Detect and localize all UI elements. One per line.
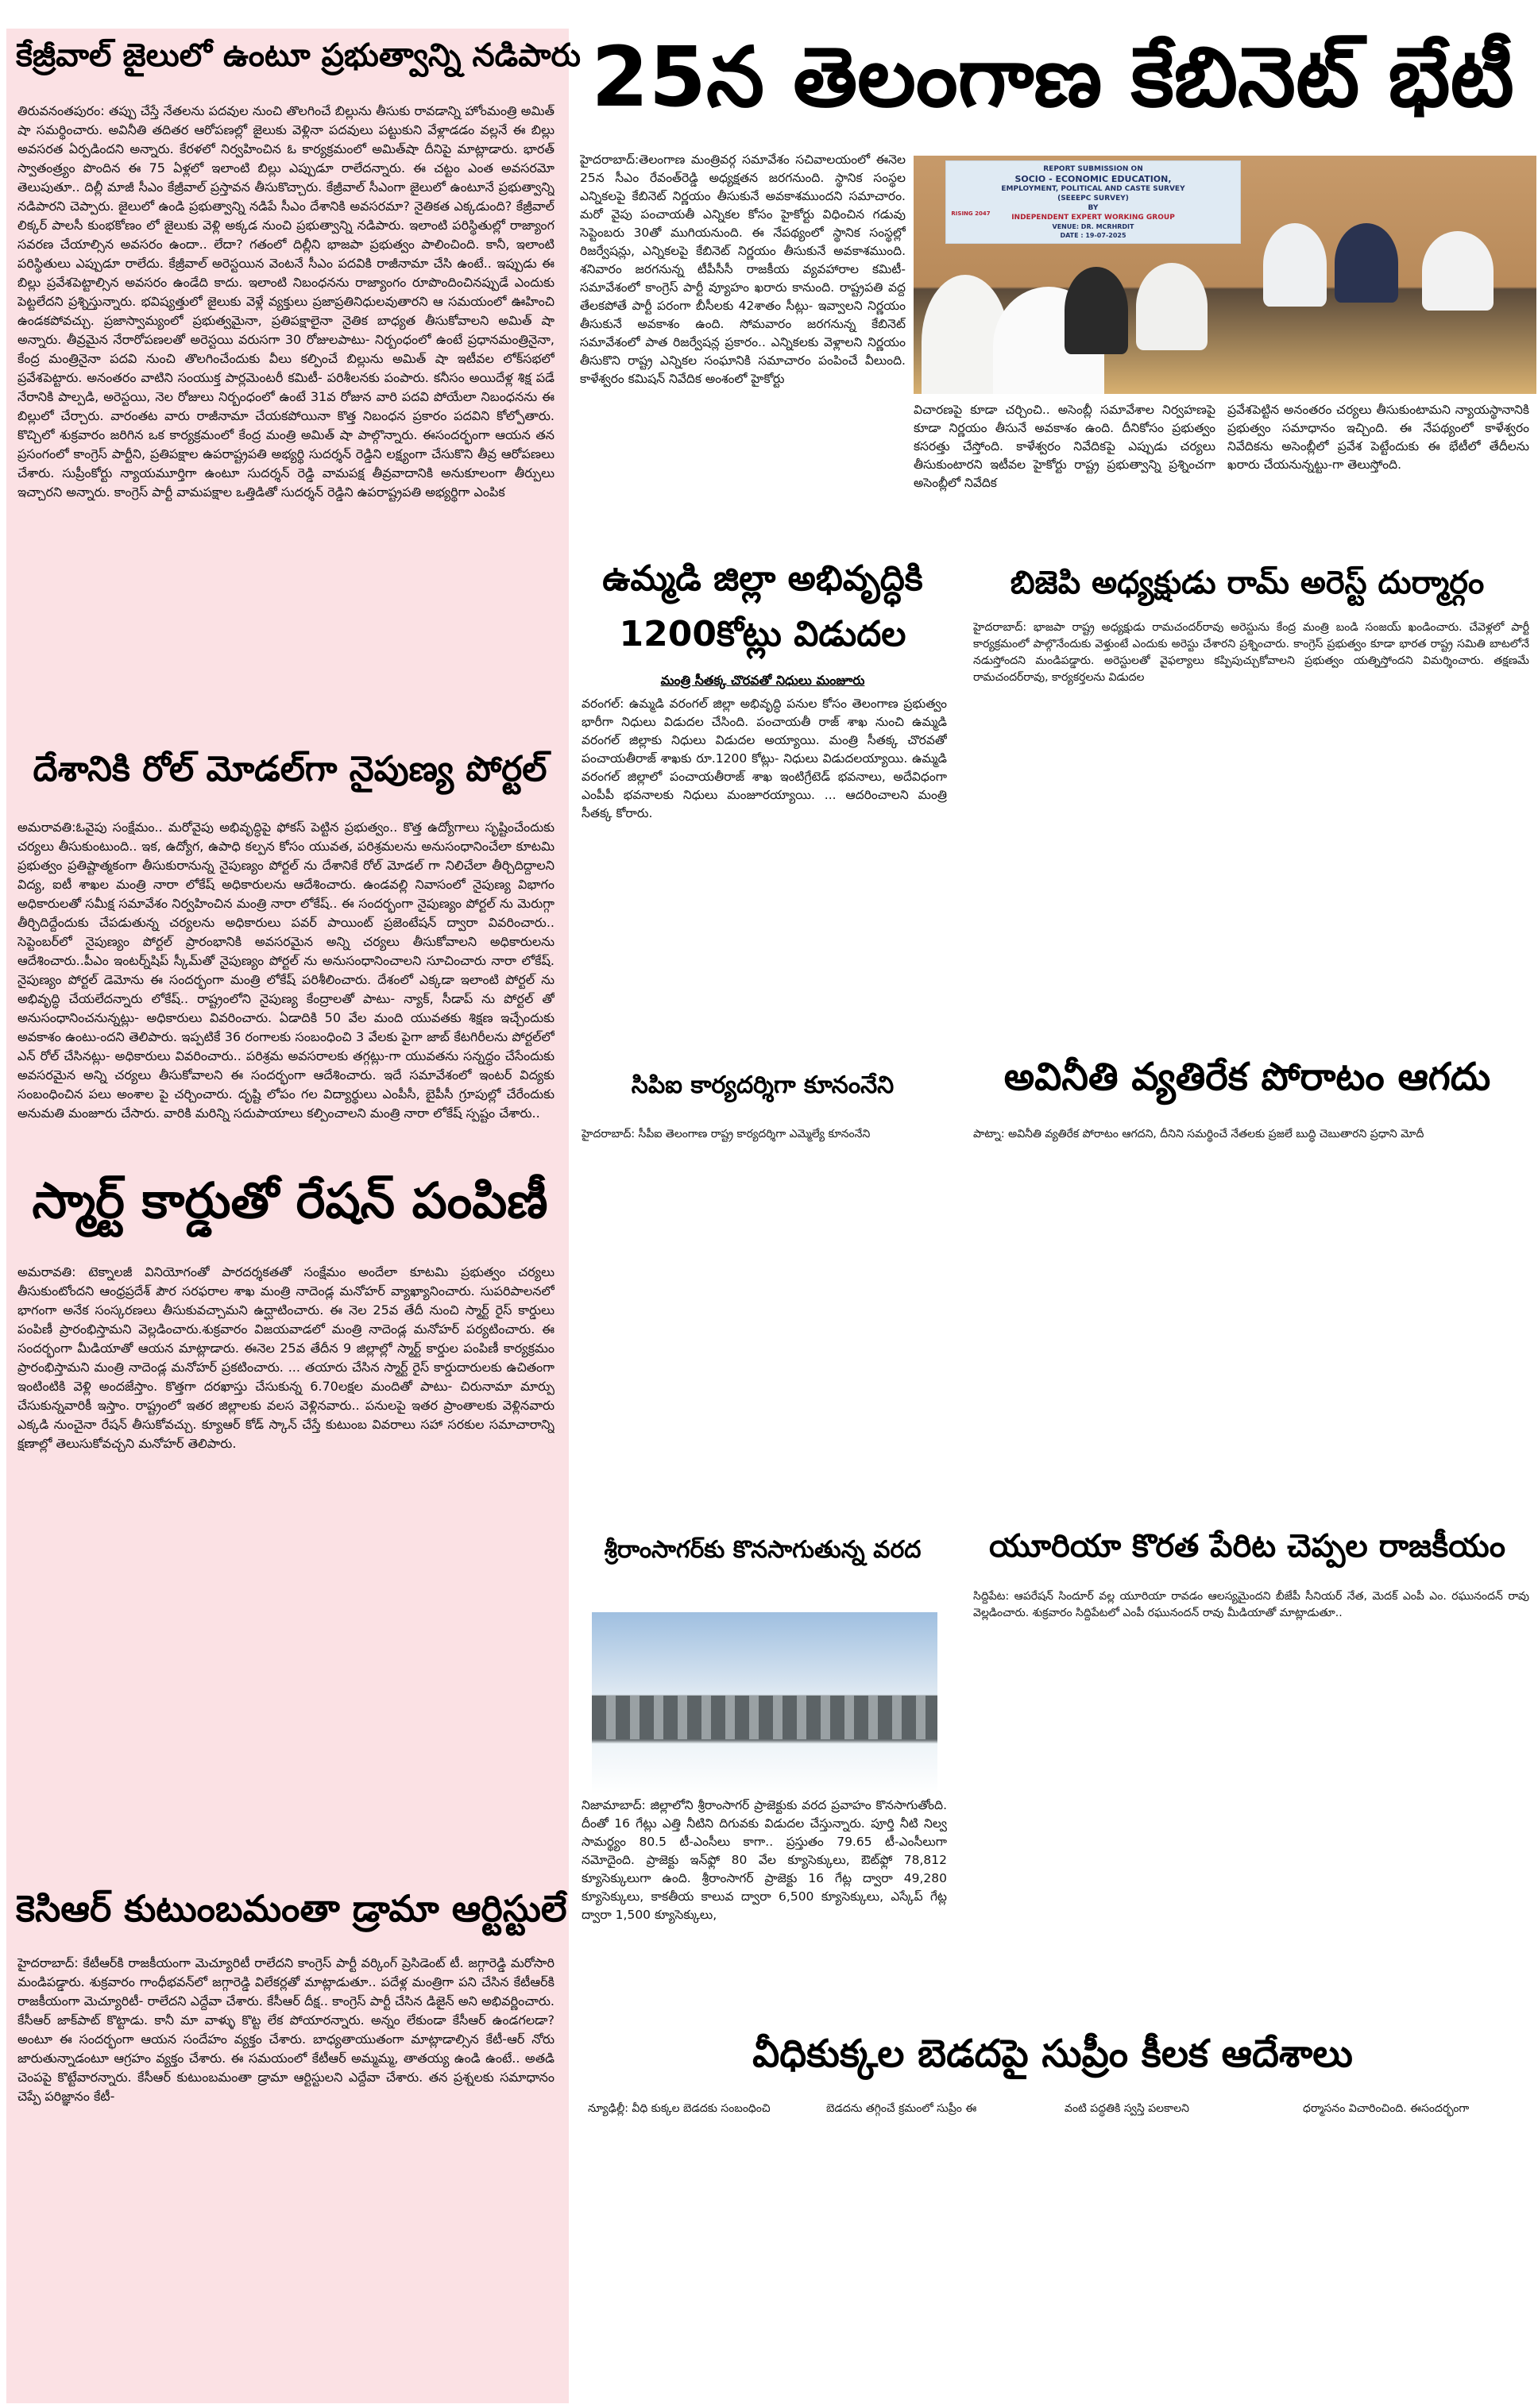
article-body-ration: అమరావతి: టెక్నాలజీ వినియోగంతో పారదర్శకతతో సంక్షేమం అందేలా కూటమి ప్రభుత్వం చర్యలు తీసుకుంటోందని ఆంధ్రప్రదేశ్ పౌర సరఫరాల శాఖ మంత్రి నాదెండ్ల మనోహర్ వ్యాఖ్యానించారు. సుపరిపాలనలో భాగంగా అనేక సంస్కరణలు తీసుకువచ్చామని ఉద్ఘాటించారు. ఈ నెల 25వ తేదీ నుంచి స్మార్ట్ రైస్ కార్డులు పంపిణీ ప్రారంభిస్తామని వెల్లడించారు.శుక్రవారం విజయవాడలో మంత్రి నాదెండ్ల మనోహర్ పర్యటించారు. ఈ సందర్భంగా మీడియాతో ఆయన మాట్లాడారు. ఈనెల 25వ తేదీన 9 జిల్లాల్లో స్మార్ట్ కార్డుల పంపిణీ కార్యక్రమం ప్రారంభిస్తామని మంత్రి నాదెండ్ల మనోహర్ ప్రకటించారు. ... తయారు చేసిన స్మార్ట్ రైస్ కార్డుదారులకు ఉచితంగా ఇంటింటికి వెళ్లి అందజేస్తాం. కొత్తగా దరఖాస్తు చేసుకున్న 6.70లక్షల మందితో పాటు- చిరునామా మార్పు చేసుకున్నవారికీ ఇస్తాం. రాష్ట్రంలో ఇతర జిల్లాలకు వలస వెళ్లినవారు.. పనులపై ఇతర ప్రాంతాలకు వెళ్లినవారు ఎక్కడి నుంచైనా రేషన్ తీసుకోవచ్చు. క్యూఆర్ కోడ్ స్కాన్ చేస్తే కుటుంబ వివరాలు సహా సరకుల సమాచారాన్ని క్షణాల్లో తెలుసుకోవచ్చని మనోహర్ తెలిపారు. <box>17 1264 555 1451</box>
subheadline-ummadi: మంత్రి సీతక్క చొరవతో నిధులు మంజూరు <box>660 673 865 688</box>
article-body-cabinet-col2: విచారణపై కూడా చర్చించి.. అసెంబ్లీ సమావేశాల నిర్వహణపై కూడా నిర్ణయం తీసునే అవకాశం ఉంది. దీనికోసం ప్రభుత్వం కసరత్తు చేస్తోంది. కాళేశ్వరం నివేదికపై ఎప్పుడు చర్యలు తీసుకుంటారని ఇటీవల హైకోర్టు రాష్ట్ర ప్రభుత్వాన్ని ప్రశ్నించగా అసెంబ్లీలో నివేదిక <box>914 403 1215 490</box>
headline-ration: స్మార్ట్ కార్డుతో రేషన్ పంపిణీ <box>32 1171 548 1229</box>
article-body-kcr: హైదరాబాద్: కేటీఆర్‌కి రాజకీయంగా మెచ్యూరిటీ రాలేదని కాంగ్రెస్ పార్టీ వర్కింగ్ ప్రెసిడెంట్ టీ. జగ్గారెడ్డి మరోసారి మండిపడ్డారు. శుక్రవారం గాంధీభవన్‌లో జగ్గారెడ్డి విలేకర్లతో మాట్లాడుతూ.. పదేళ్ల మంత్రిగా పని చేసిన కేటీఆర్‌కి రాజకీయంగా మెచ్యూరిటీ- రాలేదని ఎద్దేవా చేశారు. కేసీఆర్ దీక్ష.. కాంగ్రెస్ పార్టీ చేసిన డిజైన్ అని అభివర్ణించారు. కేసీఆర్ జాక్‌పాట్ కొట్టాడు. కానీ మా వాళ్ళు కొట్ట లేక పోయారన్నారు. అన్నం లేకుండా కేసీఆర్ ఉండగలడా? అంటూ ఈ సందర్భంగా ఆయన సందేహం వ్యక్తం చేశారు. బాధ్యతాయుతంగా మాట్లాడాల్సిన కేటీ-ఆర్ నోరు జారుతున్నాడంటూ ఆగ్రహం వ్యక్తం చేశారు. ఈ సమయంలో కేటీఆర్ అమ్మమ్మ, తాతయ్య ఉండి ఉంటే.. అతడి చెంపపై కొట్టేవారన్నారు. కేసీఆర్ కుటుంబమంతా డ్రామా ఆర్టిస్టులని ఎద్దేవా చేశారు. తన ప్రశ్నలకు సమాధానం చెప్పే పరిజ్ఞానం కేటీ- <box>17 1955 555 2104</box>
main-headline-cabinet: 25న తెలంగాణ కేబినెట్ భేటీ <box>591 29 1514 125</box>
article-body-dogs-col3: వంటి పద్ధతికి స్వస్తి పలకాలని <box>1065 2102 1189 2115</box>
photo-person <box>1422 231 1494 311</box>
headline-cpi: సిపిఐ కార్యదర్శిగా కూనంనేని <box>631 1071 895 1099</box>
dam-gates-photo <box>592 1612 937 1795</box>
article-body-sriramsagar: నిజామాబాద్: జిల్లాలోని శ్రీరాంసాగర్ ప్రాజెక్టుకు వరద ప్రవాహం కొనసాగుతోంది. దీంతో 16 గేట్లు ఎత్తి నీటిని దిగువకు విడుదల చేస్తున్నారు. పూర్తి నీటి నిల్వ సామర్థ్యం 80.5 టీ-ఎంసీలు కాగా.. ప్రస్తుతం 79.65 టీ-ఎంసీలుగా నమోదైంది. ప్రాజెక్టు ఇన్‌ఫ్లో 80 వేల క్యూసెక్కులు, ఔట్‌ఫ్లో 78,812 క్యూసెక్కులుగా ఉంది. శ్రీరాంసాగర్ ప్రాజెక్టు 16 గేట్ల ద్వారా 49,280 క్యూసెక్కులు, కాకతీయ కాలువ ద్వారా 6,500 క్యూసెక్కులు, ఎస్కేప్ గేట్ల ద్వారా 1,500 క్యూసెక్కులు, <box>582 1798 947 1922</box>
headline-stray-dogs: వీధికుక్కల బెడదపై సుప్రీం కీలక ఆదేశాలు <box>752 2032 1353 2076</box>
photo-person <box>1136 263 1208 350</box>
headline-naipunya: దేశానికి రోల్ మోడల్‌గా నైపుణ్య పోర్టల్ <box>33 749 547 789</box>
banner-text: (SEEEPC SURVEY) <box>1057 195 1129 203</box>
article-body-naipunya: అమరావతి:ఓవైపు సంక్షేమం.. మరోవైపు అభివృద్ధిపై ఫోకస్ పెట్టిన ప్రభుత్వం.. కొత్త ఉద్యోగాలు సృష్టించేందుకు చర్యలు తీసుకుంటుంది.. ఇక, ఉద్యోగ, ఉపాధి కల్పన కోసం యువత, పరిశ్రమలను అనుసంధానించేలా కూటమి ప్రభుత్వం ప్రతిష్టాత్మకంగా తీసుకురానున్న నైపుణ్యం పోర్టల్ ను దేశానికే రోల్ మోడల్ గా నిలిచేలా తీర్చిదిద్దాలని విద్య, ఐటీ శాఖల మంత్రి నారా లోకేష్ అధికారులను ఆదేశించారు. ఉండవల్లి నివాసంలో నైపుణ్య విభాగం అధికారులతో సమీక్ష సమావేశం నిర్వహించిన మంత్రి నారా లోకేష్.. ఈ సందర్భంగా నైపుణ్యం పోర్టల్ ను మెరుగ్గా తీర్చిదిద్దేందుకు చేపడుతున్న చర్యలను అధికారులు పవర్ పాయింట్ ప్రజెంటేషన్ ద్వారా వివరించారు.. సెప్టెంబర్‌లో నైపుణ్యం పోర్టల్ ప్రారంభానికి అవసరమైన అన్ని చర్యలు తీసుకోవాలని అధికారులను ఆదేశించారు..పీఎం ఇంటర్న్‌షిప్ స్కీమ్‌తో నైపుణ్యం పోర్టల్ ను అనుసంధానించాలని సూచించారు నారా లోకేష్. నైపుణ్యం పోర్టల్ డెమోను ఈ సందర్భంగా మంత్రి లోకేష్ పరిశీలించారు. దేశంలో ఎక్కడా ఇలాంటి పోర్టల్ ను అభివృద్ధి చేయలేదన్నారు లోకేష్.. రాష్ట్రంలోని నైపుణ్య కేంద్రాలతో పాటు- న్యాక్, సీడాప్ ను పోర్టల్ తో అనుసంధానించనున్నట్లు- అధికారులు వివరించారు. ఏడాదికి 50 వేల మంది యువతకు శిక్షణ ఇచ్చేందుకు అవకాశం ఉంటు-ందని తెలిపారు. ఇప్పటికే 36 రంగాలకు సంబంధించి 3 వేలకు పైగా జాబ్ కేటగిరీలను పోర్టల్‌లో ఎన్ రోల్ చేసినట్లు- అధికారులు వివరించారు.. పరిశ్రమ అవసరాలకు తగ్గట్లు-గా యువతను సన్నద్ధం చేసేందుకు అవసరమైన అన్ని చర్యలు తీసుకోవాలని ఈ సందర్భంగా ఆదేశించారు. ఇదే సమావేశంలో ఇంటర్ విద్యకు సంబంధించిన పలు అంశాల పై చర్చించారు. దృష్టి లోపం గల విద్యార్థులు ఎంపీసీ, బైపీసీ గ్రూపుల్లో చేరేందుకు అనుమతి మంజూరు చేసారు. వారికి మరిన్ని సదుపాయాలు కల్పించాలని మంత్రి నారా లోకేష్ స్పష్టం చేశారు.. <box>17 820 555 1121</box>
article-body-cpi: హైదరాబాద్: సీపీఐ తెలంగాణ రాష్ట్ర కార్యదర్శిగా ఎమ్మెల్యే కూనంనేని <box>582 1128 871 1140</box>
headline-sriramsagar: శ్రీరాంసాగర్‌కు కొనసాగుతున్న వరద <box>604 1536 922 1564</box>
headline-kcr: కెసిఆర్ కుటుంబమంతా డ్రామా ఆర్టిస్టులే <box>16 1887 567 1930</box>
banner-text: SOCIO - ECONOMIC EDUCATION, <box>1014 174 1172 184</box>
headline-kejriwal: కేజ్రీవాల్ జైలులో ఉంటూ ప్రభుత్వాన్ని నడిపారు <box>16 37 582 74</box>
article-body-dogs-col1: న్యూఢిల్లీ: వీధి కుక్కల బెడదకు సంబంధించి <box>588 2102 771 2115</box>
photo-banner <box>945 160 1241 244</box>
article-body-ummadi: వరంగల్: ఉమ్మడి వరంగల్ జిల్లా అభివృద్ధి పనుల కోసం తెలంగాణ ప్రభుత్వం భారీగా నిధులు విడుదల చేసింది. పంచాయతీ రాజ్ శాఖ నుంచి ఉమ్మడి వరంగల్ జిల్లాకు నిధులు విడుదల అయ్యాయి. మంత్రి సీతక్క చొరవతో పంచాయతీరాజ్ శాఖకు రూ.1200 కోట్లు- నిధులు విడుదలయ్యాయి. ఉమ్మడి వరంగల్ జిల్లాలో పంచాయతీరాజ్ శాఖ ఇంటిగ్రేటెడ్ భవనాలు, అదేవిధంగా ఎంపీపీ భవనాలకు నిధులు మంజూరయ్యాయి. ... ఆదరించాలని మంత్రి సీతక్క కోరారు. <box>582 697 947 820</box>
article-body-urea: సిద్దిపేట: ఆపరేషన్ సిందూర్ వల్ల యూరియా రావడం ఆలస్యమైందని బీజేపీ సీనియర్ నేత, మెదక్ ఎంపీ ఎం. రఘునందన్ రావు వెల్లడించారు. శుక్రవారం సిద్దిపేటలో ఎంపీ రఘునందన్ రావు మీడియాతో మాట్లాడుతూ.. <box>973 1590 1529 1619</box>
article-body-cabinet: హైదరాబాద్:తెలంగాణ మంత్రివర్గ సమావేశం సచివాలయంలో ఈనెల 25న సీఎం రేవంత్‌రెడ్డి అధ్యక్షతన జరగనుంది. స్థానిక సంస్థల ఎన్నికలపై కేబినెట్ నిర్ణయం తీసుకునే అవకాశముందని సమాచారం. మరో వైపు పంచాయతీ ఎన్నికల కోసం హైకోర్టు విధించిన గడువు సెప్టెంబరు 30తో ముగియనుంది. ఈ నేపథ్యంలో స్థానిక సంస్థల్లో రిజర్వేషన్లు, ఎన్నికలపై కేబినెట్ నిర్ణయం తీసుకునే అవకాశముంది. శనివారం జరగనున్న టీపీసీసీ రాజకీయ వ్యవహారాల కమిటీ- సమావేశంలో కాంగ్రెస్ పార్టీ వ్యూహం ఖరారు కానుంది. రాష్ట్రపతి వద్ద తేలకపోతే పార్టీ పరంగా బీసీలకు 42శాతం సీట్లు- ఇవ్వాలని నిర్ణయం తీసుకునే అవకాశం ఉంది. సోమవారం జరగనున్న కేబినెట్ సమావేశంలో పాత రిజర్వేషన్ల ప్రకారం.. ఎన్నికలకు వెళ్లాలని నిర్ణయం తీసుకొని రాష్ట్ర ఎన్నికల సంఘానికి సమాచారం పంపించే వీలుంది. కాళేశ్వరం కమిషన్ నివేదిక అంశంలో హైకోర్టు <box>580 152 906 386</box>
photo-person <box>1335 223 1398 303</box>
banner-text: VENUE: DR. MCRHRDIT <box>1052 223 1134 230</box>
headline-corruption: అవినీతి వ్యతిరేక పోరాటం ఆగదు <box>1003 1055 1491 1099</box>
article-body-kejriwal: తిరువనంతపురం: తప్పు చేస్తే నేతలను పదవుల నుంచి తొలగించే బిల్లును తీసుకు రావడాన్ని హోంమంత్రి అమిత్ షా సమర్థించారు. అవినీతి తదితర ఆరోపణల్లో జైలుకు వెళ్లినా పదవులు పట్టుకుని వేళ్లాడడం వల్లనే ఈ బిల్లు అవసరత ఏర్పడిందని అన్నారు. కేరళలో నిర్వహించిన ఓ కార్యక్రమంలో అమిత్‌షా దీనిపై మాట్లాడారు. భారత్ స్వాతంత్ర్యం పొందిన ఈ 75 ఏళ్లలో ఇలాంటి బిల్లు ఎప్పుడూ రాలేదన్నారు. ఈ చట్టం ఎంత అవసరమో తెలుపుతూ.. దిల్లీ మాజీ సీఎం కేజ్రీవాల్ ప్రస్తావన తీసుకొచ్చారు. కేజ్రీవాల్ సీఎంగా జైలులో ఉంటూనే ప్రభుత్వాన్ని నడిపారని చెప్పారు. జైలులో ఉండి ప్రభుత్వాన్ని నడిపే సీఎం దేశానికి అవసరమా? నైతికత ఎక్కడుంది? కేజ్రీవాల్ లిక్కర్ పాలసీ కుంభకోణం లో జైలుకు వెళ్లి అక్కడ నుంచి ప్రభుత్వాన్ని నడిపారు. ఇలాంటి పరిస్థితుల్లో రాజ్యాంగ సవరణ చేయాల్సిన అవసరం ఉందా.. లేదా? గతంలో దిల్లీని భాజపా ప్రభుత్వం పాలించింది. కానీ, ఇలాంటి పరిస్థితులు ఎప్పుడూ రాలేదు. కేజ్రీవాల్ అరెస్టయిన వెంటనే సీఎం పదవికి రాజీనామా చేసి ఉంటే.. ఇప్పుడు ఈ బిల్లు ప్రవేశపెట్టాల్సిన అవసరం ఉండేది కాదు. ఇలాంటి నిబంధనను రాజ్యాంగం రూపొందించినప్పుడే ఎందుకు పెట్టలేదని ప్రశ్నిస్తున్నారు. భవిష్యత్తులో జైలుకు వెళ్లే వ్యక్తులు ప్రజాప్రతినిధులవుతారని ఆ సమయంలో ఊహించి ఉండకపోవచ్చు. ప్రజాస్వామ్యంలో ప్రభుత్వమైనా, ప్రతిపక్షాలైనా నైతిక బాధ్యత తీసుకోవాలని అమిత్ షా అన్నారు. తీవ్రమైన నేరారోపణలతో అరెస్టయి వరుసగా 30 రోజులపాటు- నిర్బంధంలో ఉంటే ప్రధానమంత్రినైనా, కేంద్ర మంత్రినైనా పదవి నుంచి తొలగించేందుకు వీలు కల్పించే బిల్లును అమిత్ షా ఇటీవల లోక్‌సభలో ప్రవేశపెట్టారు. అనంతరం వాటిని సంయుక్త పార్లమెంటరీ కమిటీ- పరిశీలనకు పంపారు. కనీసం అయిదేళ్ల శిక్ష పడే నేరానికి పాల్పడి, అరెస్టయి, నెల రోజులు నిర్బంధంలో ఉంటే 31వ రోజున వారి పదవి పోయేలా నిబంధనను ఈ బిల్లులో చేర్చారు. వారంతట వారు రాజీనామా చేయకపోయినా కొత్త నిబంధన ప్రకారం పదవిని కోల్పోతారు. కొచ్చిలో శుక్రవారం జరిగిన ఒక కార్యక్రమంలో కేంద్ర మంత్రి అమిత్ షా పాల్గొన్నారు. ఈసందర్భంగా ఆయన తన ప్రసంగంలో కాంగ్రెస్ పార్టీని, ప్రతిపక్షాల ఉపరాష్ట్రపతి అభ్యర్థి సుదర్శన్ రెడ్డిని లక్ష్యంగా చేసుకొని తీవ్ర ఆరోపణలు చేశారు. సుప్రీంకోర్టు న్యాయమూర్తిగా ఉంటూ సుదర్శన్ రెడ్డి వామపక్ష తీవ్రవాదానికి అనుకూలంగా తీర్పులు ఇచ్చారని అన్నారు. కాంగ్రెస్ పార్టీ వామపక్షాల ఒత్తిడితో సుదర్శన్ రెడ్డిని ఉపరాష్ట్రపతి అభ్యర్థిగా ఎంపిక <box>17 103 555 500</box>
cabinet-meeting-photo <box>914 156 1536 394</box>
article-body-bjp: హైదరాబాద్: భాజపా రాష్ట్ర అధ్యక్షుడు రామచందర్‌రావు అరెస్టును కేంద్ర మంత్రి బండి సంజయ్ ఖండించారు. చేవెళ్లలో పార్టీ కార్యక్రమంలో పాల్గొనేందుకు వెళ్తుంటే ఎందుకు అరెస్టు చేశారని ప్రశ్నించారు. కాంగ్రెస్ ప్రభుత్వం కూడా భారత రాష్ట్ర సమితి బాటలోనే నడుస్తోందని మండిపడ్డారు. అరెస్టులతో వైఫల్యాలు కప్పిపుచ్చుకోవాలని ప్రభుత్వం యత్నిస్తోందని విమర్శించారు. తక్షణమే రామచందర్‌రావు, కార్యకర్తలను విడుదల <box>973 621 1529 684</box>
dam-gates <box>592 1696 937 1739</box>
article-body-dogs-col2: బెడదను తగ్గించే క్రమంలో సుప్రీం ఈ <box>826 2102 977 2115</box>
rising-logo: RISING 2047 <box>951 210 991 217</box>
article-body-cabinet-col3: ప్రవేశపెట్టిన అనంతరం చర్యలు తీసుకుంటామని న్యాయస్థానానికి ప్రభుత్వం సమాధానం ఇచ్చింది. ఈ నేపథ్యంలో కాళేశ్వరం నివేదికను అసెంబ్లీలో ప్రవేశ పెట్టేందుకు ఈ భేటీలో తేదీలను ఖరారు చేయనున్నట్టు-గా తెలుస్తోంది. <box>1227 403 1529 472</box>
headline-urea: యూరియా కొరత పేరిట చెప్పల రాజకీయం <box>988 1528 1506 1565</box>
headline-bjp: బిజెపి అధ్యక్షుడు రామ్ అరెస్ట్ దుర్మార్గం <box>1010 565 1485 601</box>
banner-text: DATE : 19-07-2025 <box>1060 232 1126 239</box>
headline-ummadi-line2: 1200కోట్లు విడుదల <box>619 614 906 654</box>
banner-text: EMPLOYMENT, POLITICAL AND CASTE SURVEY <box>1001 185 1185 193</box>
banner-text: INDEPENDENT EXPERT WORKING GROUP <box>1011 214 1175 222</box>
article-body-corruption: పాట్నా: అవినీతి వ్యతిరేక పోరాటం ఆగదని, దీనిని సమర్థించే నేతలకు ప్రజలే బుద్ధి చెబుతారని ప్రధాని మోదీ <box>973 1128 1424 1140</box>
banner-text: BY <box>1088 204 1099 212</box>
article-body-dogs-col4: ధర్మాసనం విచారించింది. ఈసందర్భంగా <box>1303 2102 1470 2115</box>
headline-ummadi-line1: ఉమ్మడి జిల్లా అభివృద్ధికి <box>602 558 923 599</box>
photo-person <box>1065 267 1128 354</box>
banner-text: REPORT SUBMISSION ON <box>1043 165 1143 173</box>
photo-person <box>1263 223 1327 307</box>
